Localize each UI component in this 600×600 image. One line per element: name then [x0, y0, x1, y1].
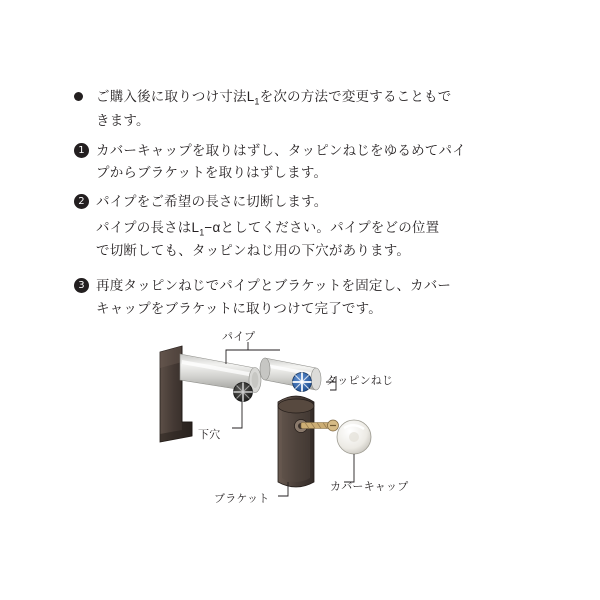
- assembly-illustration: [130, 330, 470, 525]
- step-2-note-line-1-a: パイプの長さはL: [96, 219, 200, 235]
- bullet-line-1-sub: 1: [254, 96, 260, 107]
- step-2: [74, 191, 530, 213]
- step-3-line-1: 再度タッピンねじでパイプとブラケットを固定し、カバー: [96, 278, 452, 294]
- step-1-number: 1: [74, 143, 89, 158]
- step-2-note-sub: 1: [199, 227, 205, 238]
- step-2-note-line-1-b: −αとしてください。パイプをどの位置: [204, 219, 440, 235]
- step-2-note-line-2: で切断しても、タッピンねじ用の下穴があります。: [96, 243, 411, 259]
- step-3-number: 3: [74, 278, 89, 293]
- right-bracket: [278, 396, 314, 487]
- step-1-line-2: プからブラケットを取りはずします。: [96, 165, 328, 181]
- step-2-note: [74, 217, 530, 263]
- instruction-text-block: [74, 86, 530, 320]
- pilot-hole-icon: [234, 383, 253, 402]
- bullet-line-1-a: ご購入後に取りつけ寸法L: [96, 89, 255, 104]
- step-3: [74, 275, 530, 320]
- step-2-line-1: パイプをご希望の長さに切断します。: [96, 194, 328, 210]
- bullet-line-1-b: を次の方法で変更することもで: [259, 89, 452, 104]
- bullet-dot-icon: [74, 92, 83, 101]
- step-3-line-2: キャップをブラケットに取りつけて完了です。: [96, 300, 382, 316]
- cut-pipe-segment: [260, 358, 321, 390]
- bullet-line-2: きます。: [96, 112, 150, 128]
- label-bracket: ブラケット: [214, 493, 270, 505]
- step-1: [74, 140, 530, 185]
- bullet-paragraph: [74, 86, 530, 132]
- label-screw: タッピンねじ: [326, 375, 394, 387]
- label-cap: カバーキャップ: [330, 481, 409, 493]
- label-pipe: パイプ: [222, 331, 256, 343]
- illustration-svg: [130, 330, 470, 525]
- step-2-number: 2: [74, 194, 89, 209]
- cover-cap: [337, 420, 371, 454]
- step-1-line-1: カバーキャップを取りはずし、タッピンねじをゆるめてパイ: [96, 142, 466, 158]
- pilot-hole-marked-icon: [293, 373, 312, 392]
- label-hole: 下穴: [198, 429, 221, 441]
